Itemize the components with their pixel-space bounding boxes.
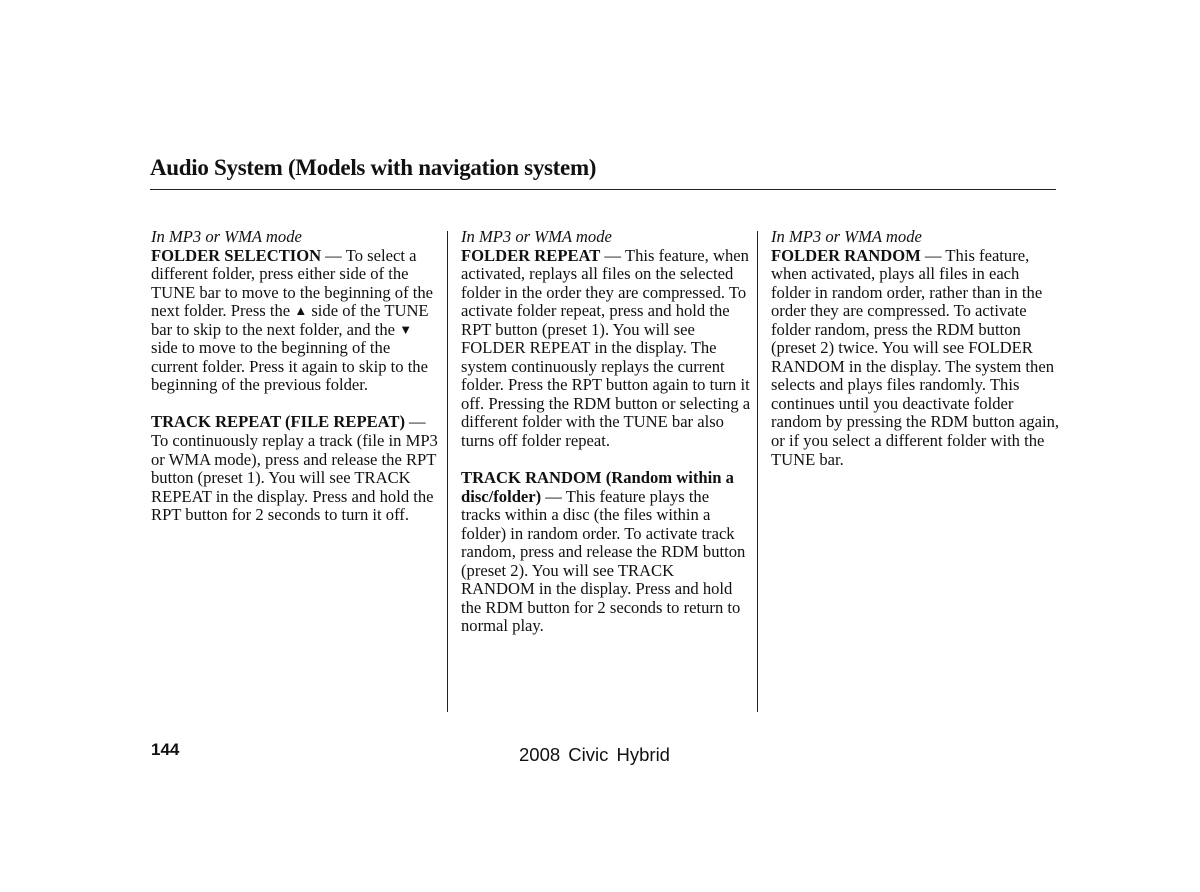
section-body: This feature, when activated, plays all files in each folder in random order, rather than in the order they are compressed. To activate folder random, press the RDM button (preset 2) twice. You will see FOLDER RANDOM in the display. The system then selects and plays files randomly. This continues until you deactivate folder random by pressing the RDM button again, or if you select a different folder with the TUNE bar. xyxy=(771,245,1060,469)
footer-model-name: 2008 Civic Hybrid xyxy=(519,744,670,765)
mode-label: In MP3 or WMA mode xyxy=(771,227,922,246)
section-folder-selection xyxy=(151,228,441,395)
section-heading: FOLDER RANDOM xyxy=(771,245,921,265)
column-divider-2 xyxy=(757,231,758,712)
section-heading: FOLDER REPEAT xyxy=(461,245,601,265)
mode-label: In MP3 or WMA mode xyxy=(461,227,612,246)
em-dash: — xyxy=(545,486,562,506)
title-divider xyxy=(150,189,1056,190)
section-body: To continuously replay a track (file in MP3 or WMA mode), press and release the RPT button (preset 1). You will see TRACK REPEAT in the display. Press and hold the RPT button for 2 seconds to turn it off. xyxy=(151,431,438,525)
section-folder-repeat xyxy=(461,228,751,451)
page-number: 144 xyxy=(151,740,180,759)
column-1 xyxy=(151,228,441,525)
triangle-up-icon: ▲ xyxy=(294,303,308,319)
section-track-random xyxy=(461,469,751,636)
em-dash: — xyxy=(604,245,621,265)
section-body-part-1: To select a different folder, press either side of the TUNE bar to move to the beginning of the next folder. Press the xyxy=(151,245,434,321)
column-2 xyxy=(461,228,751,636)
mode-label: In MP3 or WMA mode xyxy=(151,227,302,246)
em-dash: — xyxy=(924,245,942,265)
section-heading: FOLDER SELECTION xyxy=(151,245,322,265)
section-heading: TRACK REPEAT (FILE REPEAT) xyxy=(151,412,406,432)
page-title: Audio System (Models with navigation system) xyxy=(150,155,597,180)
section-heading: TRACK RANDOM (Random within a disc/folder) xyxy=(461,468,734,506)
triangle-down-icon: ▼ xyxy=(399,321,413,337)
em-dash: — xyxy=(325,245,342,265)
em-dash: — xyxy=(409,412,426,432)
column-divider-1 xyxy=(447,231,448,712)
section-body-part-3: side to move to the beginning of the current folder. Press it again to skip to the beginning of the previous folder. xyxy=(151,338,428,395)
column-3 xyxy=(771,228,1061,469)
section-body-part-2: side of the TUNE bar to skip to the next folder, and the xyxy=(151,301,429,339)
section-folder-random xyxy=(771,228,1061,469)
section-track-repeat xyxy=(151,413,441,524)
section-body: This feature, when activated, replays all files on the selected folder in the order they are compressed. To activate folder repeat, press and hold the RPT button (preset 1). You will see FOLDER REPEAT in the display. The system continuously replays the current folder. Press the RPT button again to turn it off. Pressing the RDM button or selecting a different folder with the TUNE bar also turns off folder repeat. xyxy=(461,245,751,451)
section-body: This feature plays the tracks within a disc (the files within a folder) in random order. To activate track random, press and release the RDM button (preset 2). You will see TRACK RANDOM in the display. Press and hold the RDM button for 2 seconds to return to normal play. xyxy=(461,486,746,636)
